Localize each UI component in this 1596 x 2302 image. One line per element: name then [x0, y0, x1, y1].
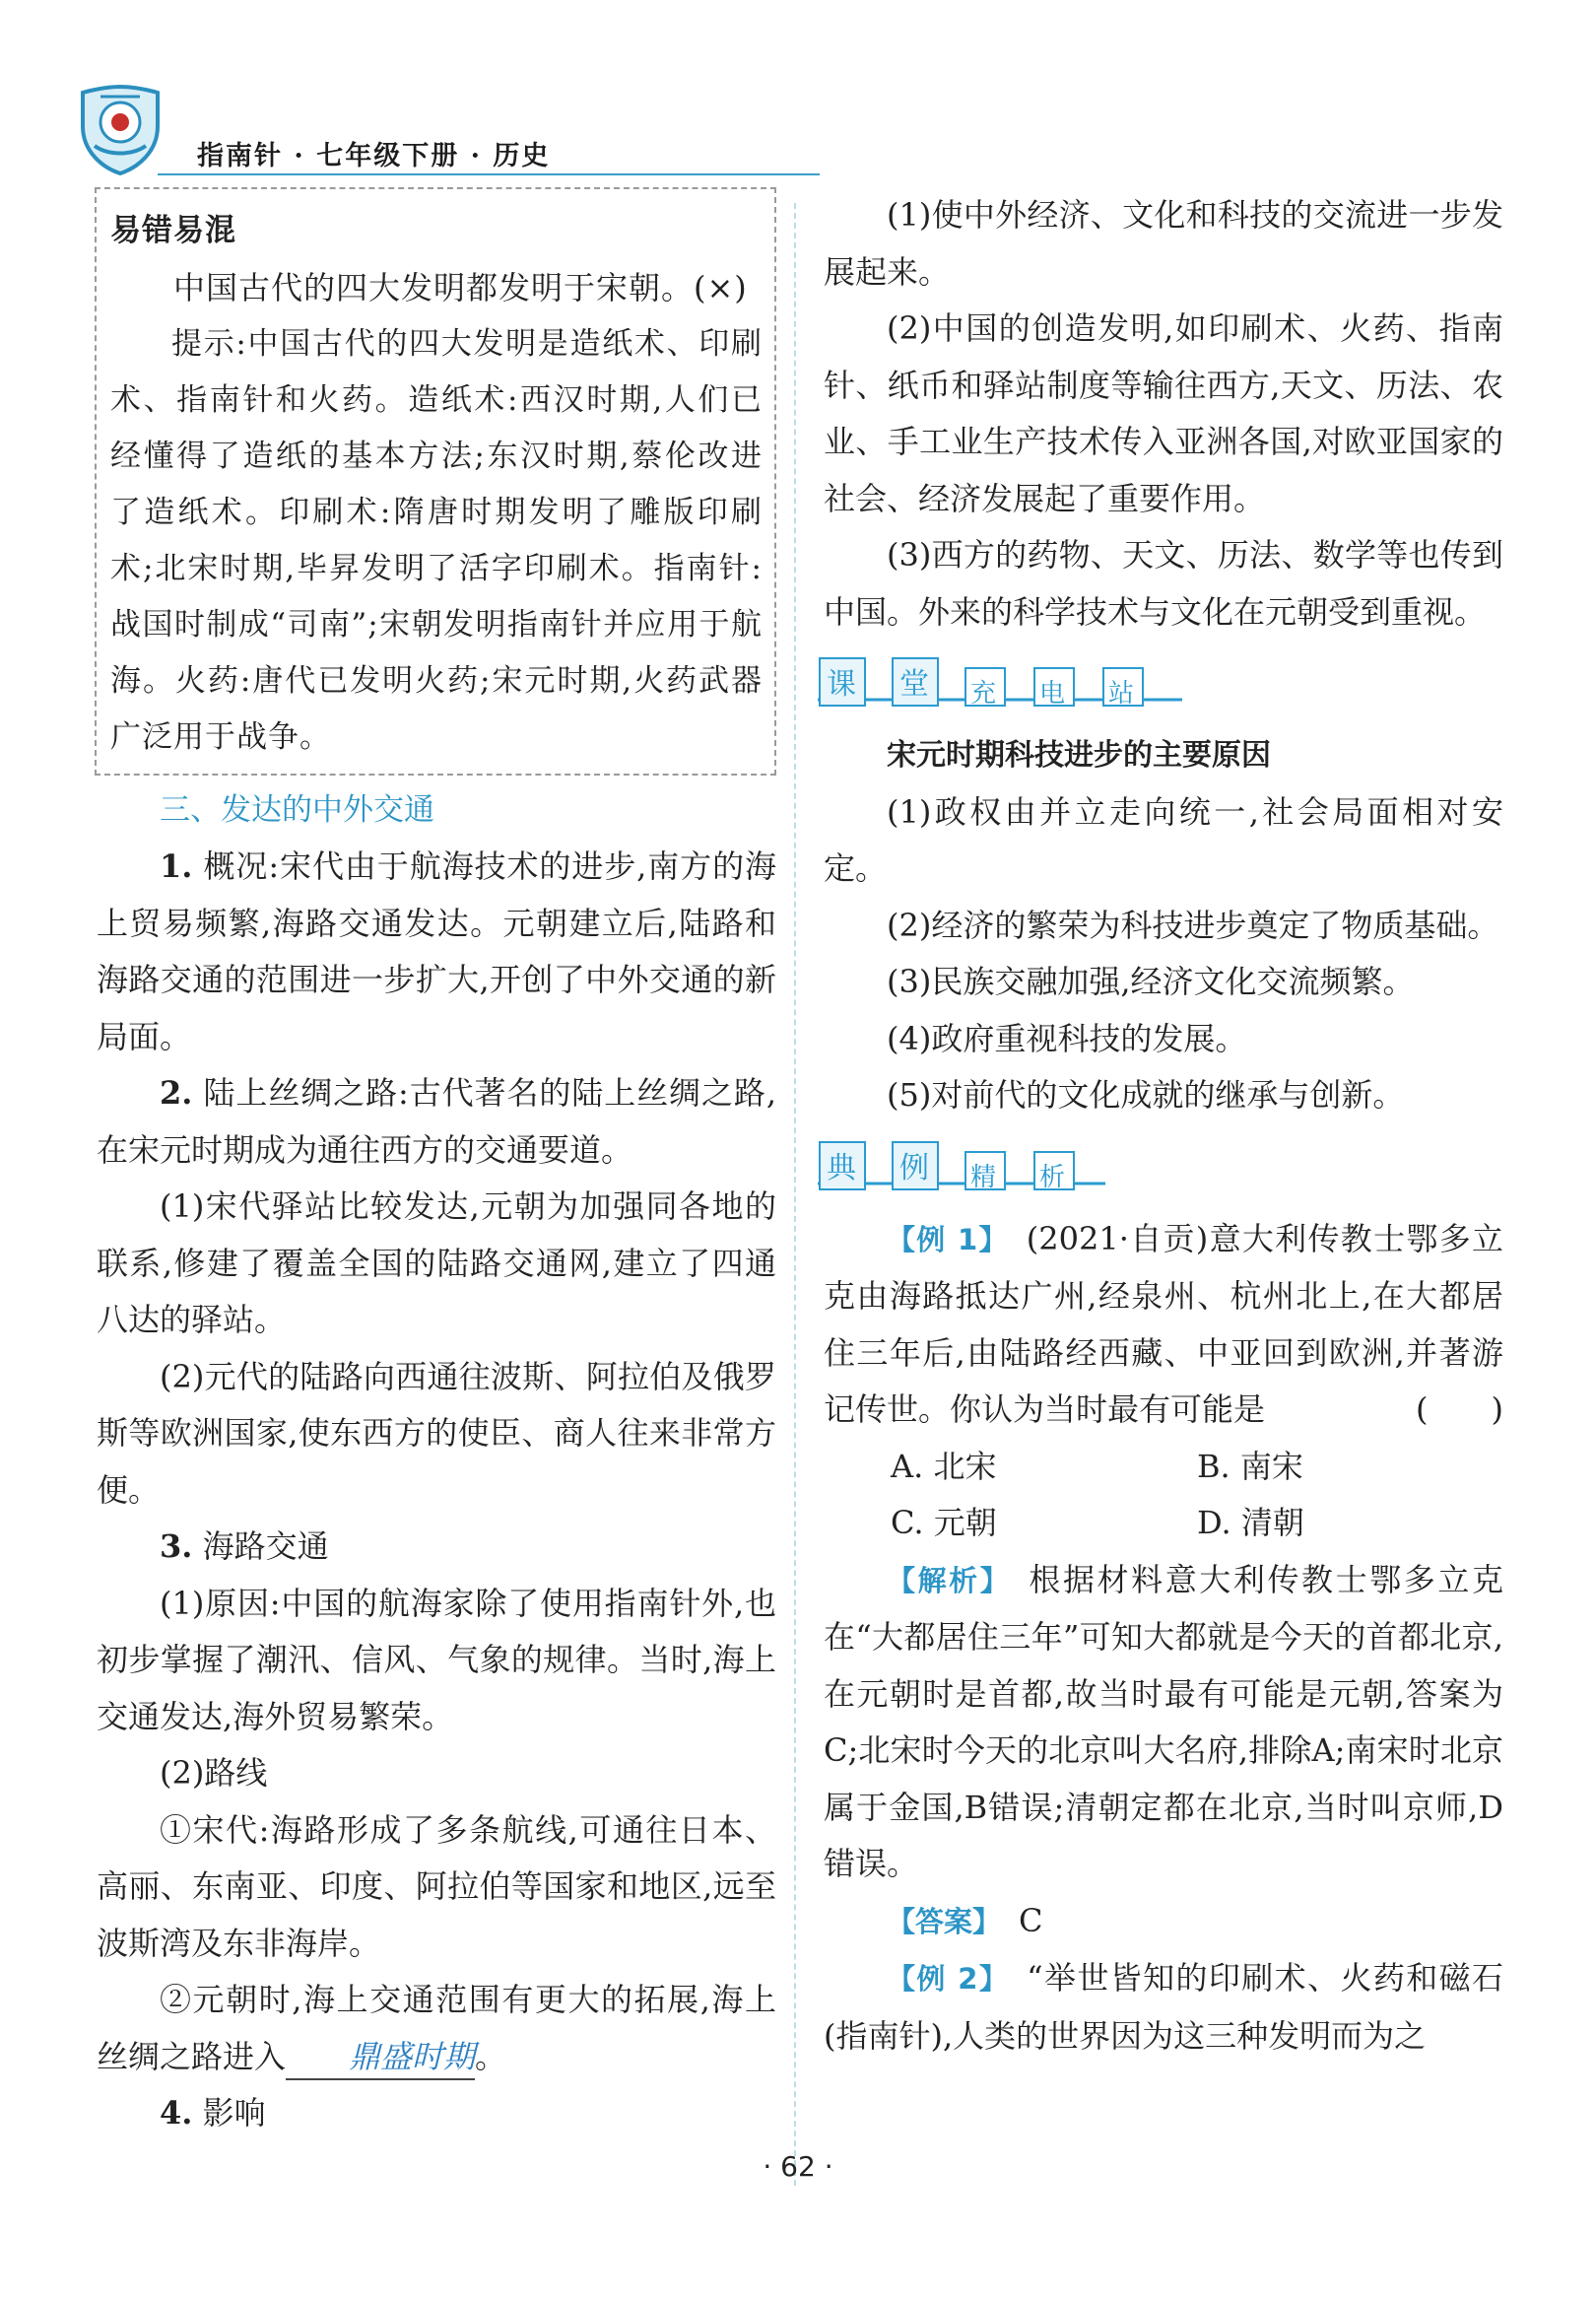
header-rule	[158, 173, 820, 175]
paragraph-text: (1)原因:中国的航海家除了使用指南针外,也初步掌握了潮汛、信风、气象的规律。当时,海上交通发达,海外贸易繁荣。	[97, 1584, 776, 1735]
paragraph-text: (2)元代的陆路向西通往波斯、阿拉伯及俄罗斯等欧洲国家,使东西方的使臣、商人往来非常方便。	[97, 1357, 776, 1509]
banner-char: 站	[1108, 679, 1135, 709]
fill-blank	[286, 2035, 475, 2080]
option-b: B. 南宋	[1197, 1447, 1303, 1485]
paragraph-text: (2)中国的创造发明,如印刷术、火药、指南针、纸币和驿站制度等输往西方,天文、历法、农业、手工业生产技术传入亚洲各国,对欧亚国家的社会、经济发展起了重要作用。	[824, 309, 1503, 517]
answer-bracket: ( )	[1416, 1390, 1503, 1428]
error-prone-statement: 中国古代的四大发明都发明于宋朝。(×)	[173, 268, 748, 306]
banner-char: 典	[827, 1150, 856, 1185]
paragraph-fill-blank	[97, 1972, 776, 2085]
paragraph-text: (3)西方的药物、天文、历法、数学等也传到中国。外来的科学技术与文化在元朝受到重视。	[824, 536, 1503, 631]
reason-item: (2)经济的繁荣为科技进步奠定了物质基础。	[887, 906, 1499, 944]
answer-tag: 【答案】	[887, 1904, 1002, 1938]
reason-item: (3)民族交融加强,经济文化交流频繁。	[887, 963, 1415, 1000]
paragraph-text: 陆上丝绸之路:古代著名的陆上丝绸之路,在宋元时期成为通往西方的交通要道。	[97, 1074, 776, 1169]
item-number: 1.	[160, 847, 193, 885]
example-text: “举世皆知的印刷术、火药和磁石(指南针),人类的世界因为这三种发明而为之	[824, 1959, 1503, 2055]
paragraph-text: (1)使中外经济、文化和科技的交流进一步发展起来。	[824, 196, 1503, 291]
running-header: 指南针 · 七年级下册 · 历史	[197, 141, 551, 171]
answer	[824, 1893, 1503, 1951]
handwritten-answer: 鼎盛时期	[349, 2037, 476, 2075]
analysis-text: 根据材料意大利传教士鄂多立克在“大都居住三年”可知大都就是今天的首都北京,在元朝时是首都,故当时最有可能是元朝,答案为C;北宋时今天的北京叫大名府,排除A;南宋时北京属于金国,B错误;清朝定都在北京,当时叫京师,D错误。	[824, 1560, 1503, 1882]
page-number: · 62 ·	[763, 2150, 833, 2183]
paragraph-text: 。	[475, 2037, 507, 2075]
answer-text: C	[1019, 1901, 1043, 1939]
example-tag: 【例 1】	[887, 1222, 1009, 1256]
reason-item: (1)政权由并立走向统一,社会局面相对安定。	[824, 792, 1503, 887]
paragraph-text: 影响	[202, 2094, 266, 2132]
paragraph-text: 海路交通	[202, 1527, 329, 1565]
paragraph-text: (2)路线	[160, 1754, 268, 1792]
example-2	[824, 1950, 1503, 2065]
column-divider	[794, 203, 796, 2186]
example-text: (2021·自贡)意大利传教士鄂多立克由海路抵达广州,经泉州、杭州北上,在大都居住三年后,由陆路经西藏、中亚回到欧洲,并著游记传世。你认为当时最有可能是	[824, 1219, 1503, 1428]
option-c: C. 元朝	[891, 1504, 997, 1541]
banner-char: 电	[1039, 679, 1066, 709]
right-column	[824, 187, 1503, 2065]
banner-char: 析	[1039, 1162, 1066, 1192]
example-1	[824, 1211, 1503, 1439]
example-tag: 【例 2】	[887, 1962, 1010, 1996]
error-prone-title: 易错易混	[110, 213, 236, 248]
paragraph-text: (1)宋代驿站比较发达,元朝为加强同各地的联系,修建了覆盖全国的陆路交通网,建立了四通八达的驿站。	[97, 1187, 776, 1338]
publisher-logo-icon	[75, 83, 166, 177]
paragraph-influence	[97, 2085, 776, 2142]
typical-examples-banner	[818, 1138, 1503, 1199]
banner-char: 课	[827, 667, 856, 702]
paragraph-land-silk-road	[97, 1065, 776, 1179]
answer-options	[824, 1439, 1503, 1552]
paragraph-text: 概况:宋代由于航海技术的进步,南方的海上贸易频繁,海路交通发达。元朝建立后,陆路和海路交通的范围进一步扩大,开创了中外交通的新局面。	[97, 847, 776, 1055]
banner-char: 精	[970, 1162, 997, 1192]
reason-item: (5)对前代的文化成就的继承与创新。	[887, 1076, 1405, 1114]
item-number: 2.	[160, 1074, 193, 1112]
error-prone-hint: 提示:中国古代的四大发明是造纸术、印刷术、指南针和火药。造纸术:西汉时期,人们已经懂得了造纸的基本方法;东汉时期,蔡伦改进了造纸术。印刷术:隋唐时期发明了雕版印刷术;北宋时期,毕昇发明了活字印刷术。指南针:战国时制成“司南”;宋朝发明指南针并应用于航海。火药:唐代已发明火药;宋元时期,火药武器广泛用于战争。	[110, 326, 763, 755]
paragraph-text: ②元朝时,海上交通范围有更大的拓展,海上丝绸之路进入	[97, 1981, 776, 2075]
option-a: A. 北宋	[891, 1447, 997, 1485]
analysis	[824, 1552, 1503, 1893]
banner-char: 例	[899, 1150, 929, 1185]
option-d: D. 清朝	[1197, 1504, 1304, 1541]
paragraph-sea-route	[97, 1519, 776, 1576]
class-charging-banner	[818, 654, 1503, 715]
paragraph-overview	[97, 839, 776, 1065]
banner-char: 堂	[899, 667, 929, 702]
section-heading: 三、发达的中外交通	[160, 792, 434, 828]
item-number: 4.	[160, 2094, 193, 2132]
banner-char: 充	[970, 679, 997, 709]
reason-item: (4)政府重视科技的发展。	[887, 1019, 1247, 1057]
paragraph-text: ①宋代:海路形成了多条航线,可通往日本、高丽、东南亚、印度、阿拉伯等国家和地区,远至波斯湾及东非海岸。	[97, 1810, 776, 1962]
item-number: 3.	[160, 1527, 193, 1565]
analysis-tag: 【解析】	[887, 1563, 1012, 1597]
left-column	[97, 187, 776, 2142]
error-prone-box	[95, 187, 776, 776]
reasons-title: 宋元时期科技进步的主要原因	[887, 738, 1271, 773]
